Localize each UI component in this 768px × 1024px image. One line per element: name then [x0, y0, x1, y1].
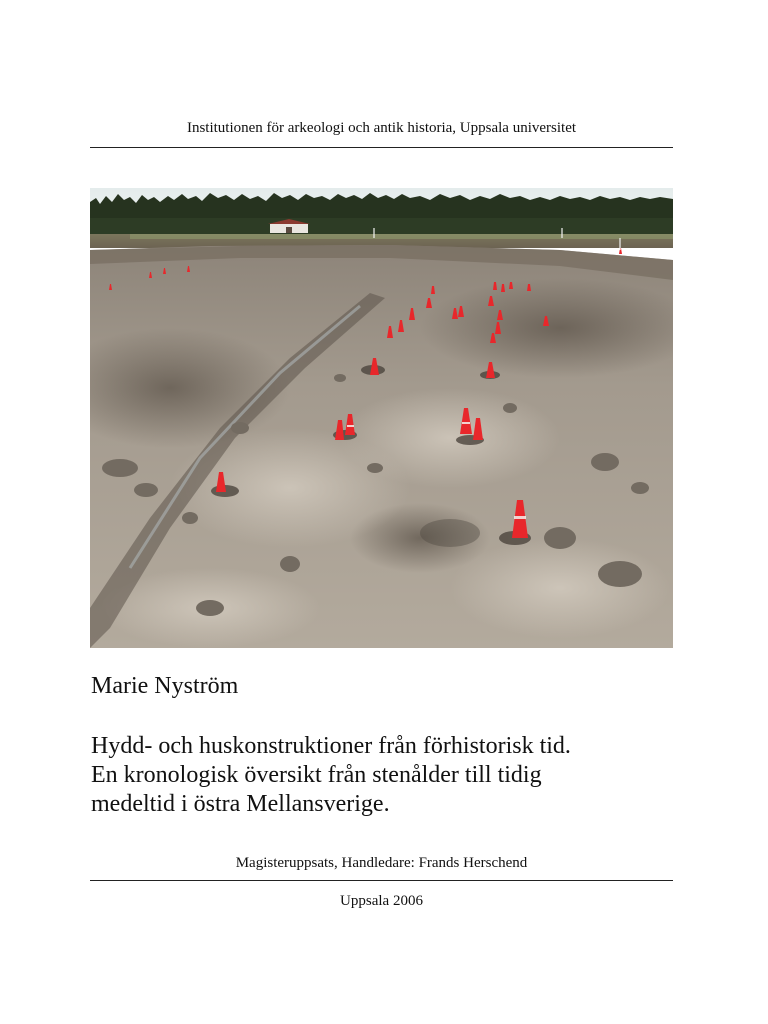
- thesis-title-line: medeltid i östra Mellansverige.: [91, 791, 390, 817]
- thesis-info: Magisteruppsats, Handledare: Frands Herschend: [235, 855, 528, 871]
- thesis-title-line: Hydd- och huskonstruktioner från förhistorisk tid.: [91, 733, 571, 759]
- footer-rule: [90, 880, 673, 881]
- institution-heading: Institutionen för arkeologi och antik historia, Uppsala universitet: [186, 120, 577, 136]
- place-year: Uppsala 2006: [340, 893, 423, 909]
- header-rule: [90, 147, 673, 148]
- author-name: Marie Nyström: [91, 673, 239, 699]
- excavation-site-photo: [90, 188, 673, 648]
- thesis-title: [91, 732, 571, 819]
- thesis-title-line: En kronologisk översikt från stenålder till tidig: [91, 762, 542, 788]
